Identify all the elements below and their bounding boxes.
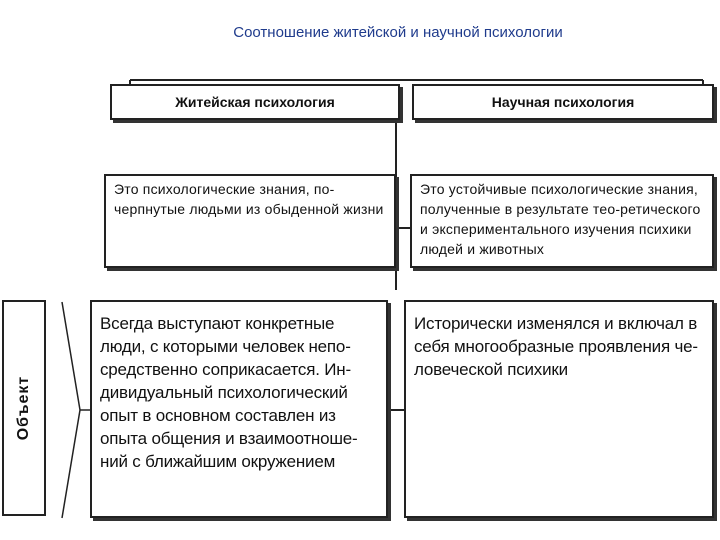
side-label: Объект bbox=[15, 375, 32, 441]
scientific-object bbox=[404, 300, 714, 518]
everyday-header bbox=[110, 84, 400, 120]
everyday-object-text: Всегда выступают конкретные люди, с которыми человек непо-средственно соприкасается. Ин-дивидуальный психологический опыт в основном составлен из опыта общения и взаимоотноше-ний с ближайшим окружением bbox=[100, 314, 358, 471]
everyday-header-label: Житейская психология bbox=[175, 94, 335, 110]
side-label-box bbox=[2, 300, 46, 516]
everyday-object bbox=[90, 300, 388, 518]
scientific-definition-text: Это устойчивые психологические знания, полученные в результате тео-ретического и экспериментального изучения психики людей и животных bbox=[420, 181, 701, 257]
page-title: Соотношение житейской и научной психологии bbox=[233, 24, 563, 41]
everyday-definition bbox=[104, 174, 396, 268]
scientific-definition bbox=[410, 174, 714, 268]
scientific-header bbox=[412, 84, 714, 120]
everyday-definition-text: Это психологические знания, по-черпнутые людьми из обыденной жизни bbox=[114, 181, 384, 217]
scientific-header-label: Научная психология bbox=[491, 94, 635, 110]
scientific-object-text: Исторически изменялся и включал в себя многообразные проявления че-ловеческой психики bbox=[414, 314, 698, 379]
